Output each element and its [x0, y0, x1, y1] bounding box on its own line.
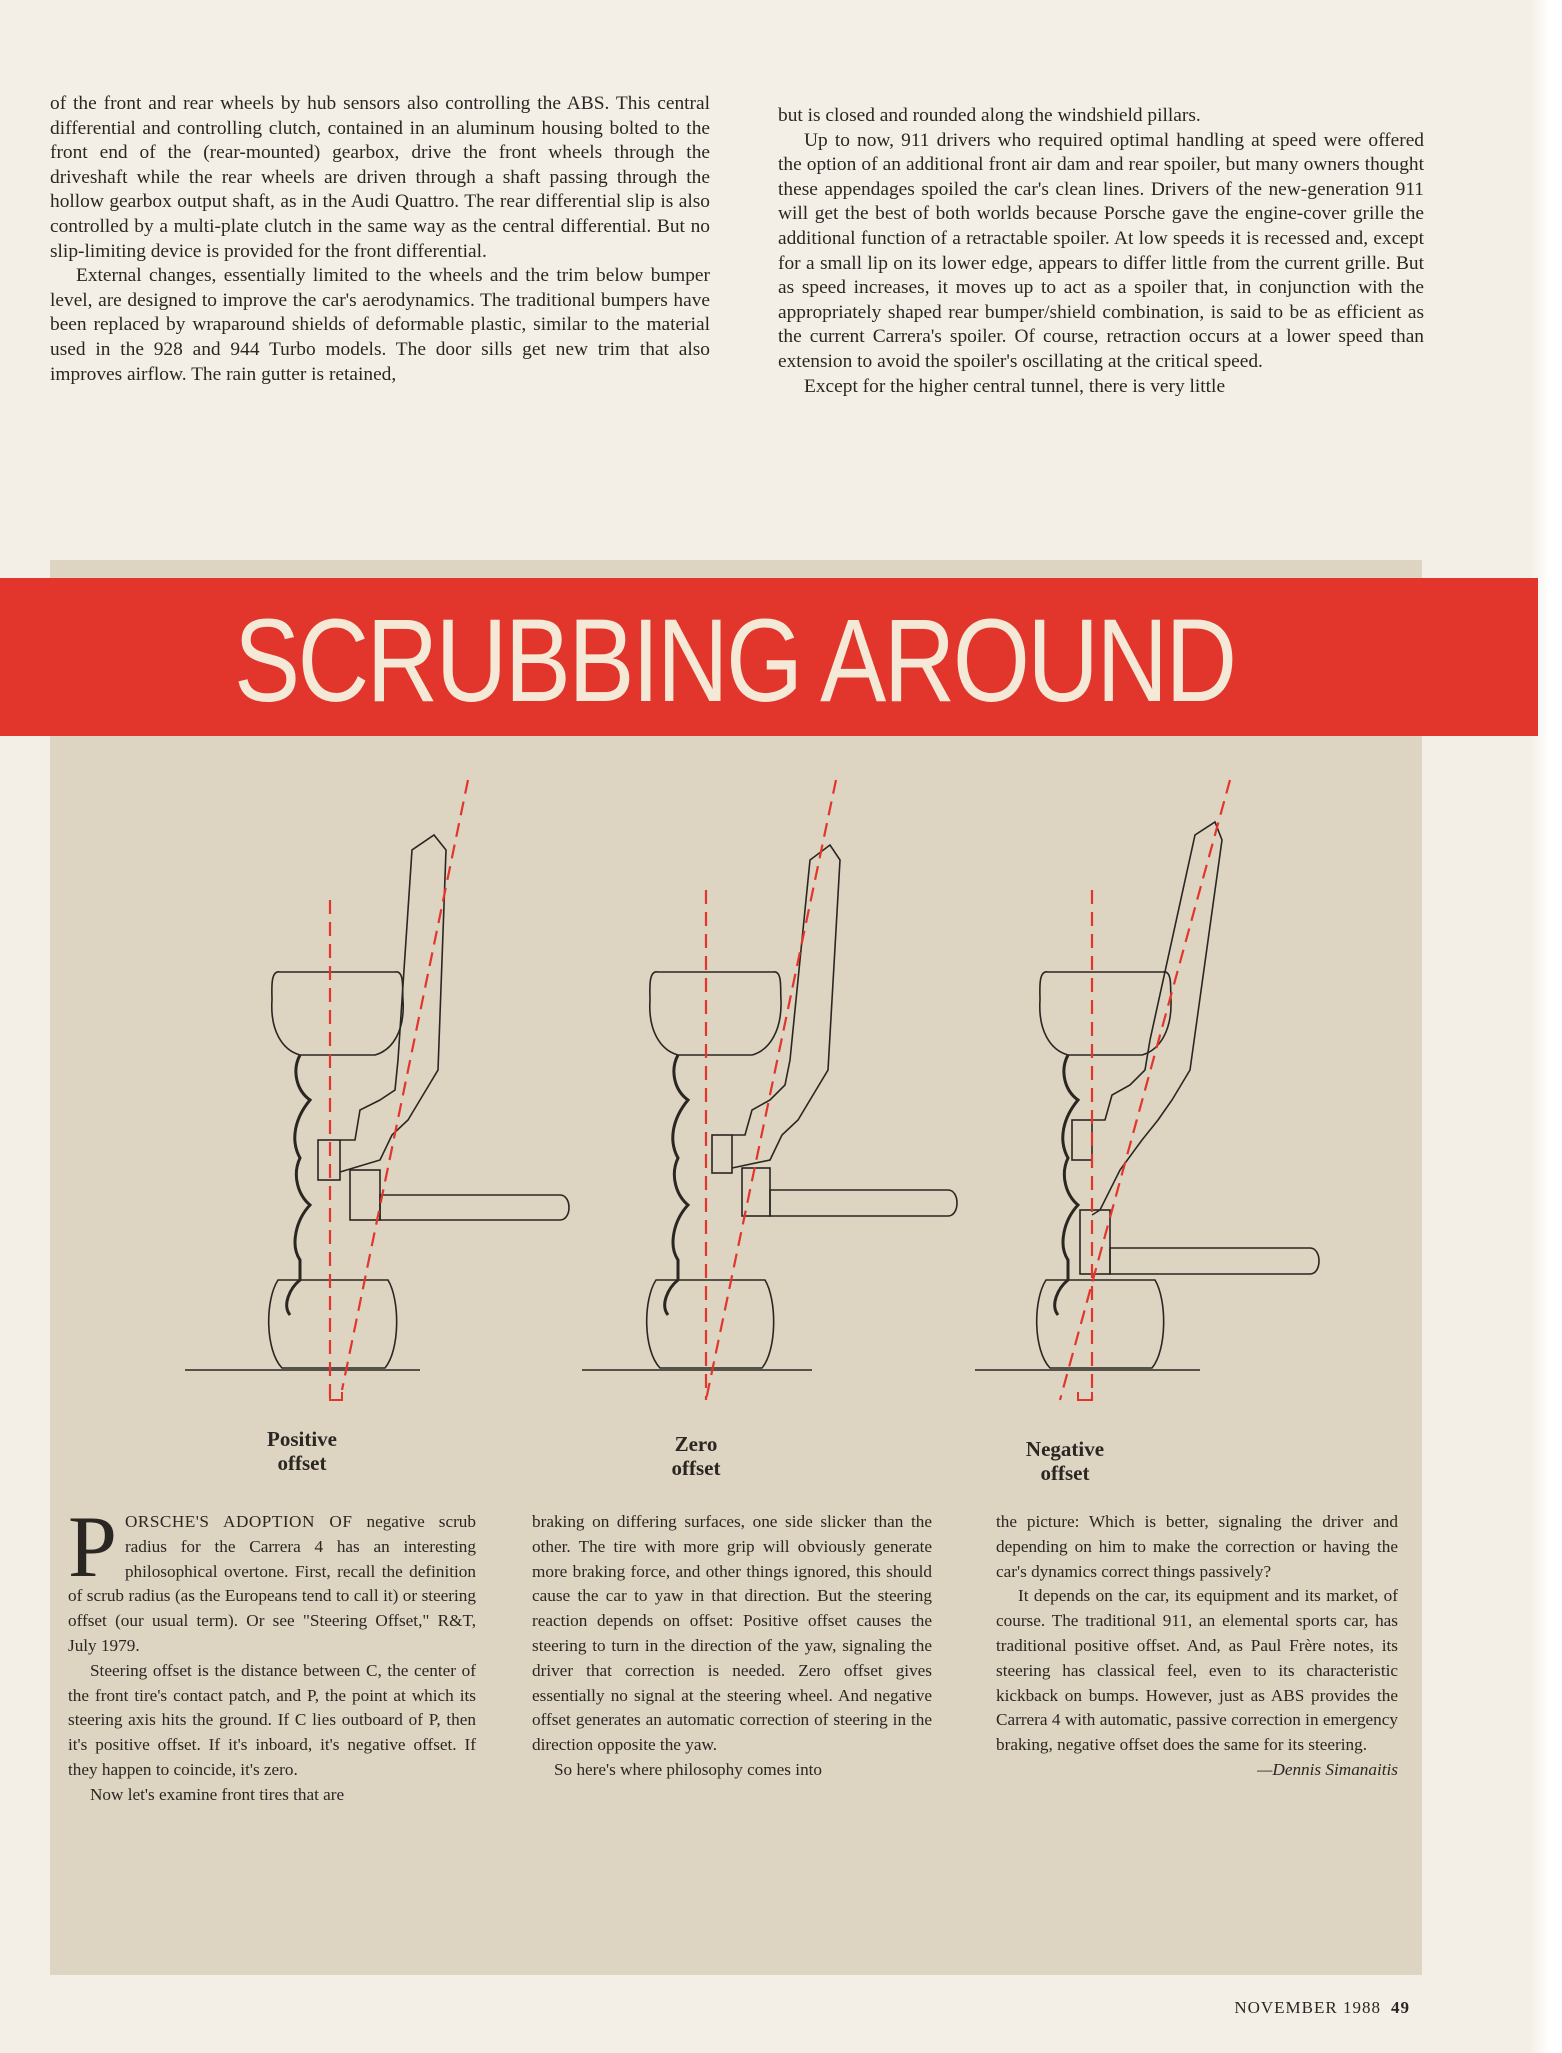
- article-column-right: [778, 104, 1424, 399]
- lead-smallcaps: ORSCHE'S ADOPTION OF: [124, 1512, 353, 1531]
- sidebar-paragraph: the picture: Which is better, signaling the driver and depending on him to make the correction or having the car's dynamics correct things passively?: [996, 1512, 1398, 1581]
- article-paragraph: Up to now, 911 drivers who required optimal handling at speed were offered the option of an additional front air dam and rear spoiler, but many owners thought these appendages spoiled the car's clean lines. Drivers of the new-generation 911 will get the best of both worlds because Porsche gave the engine-cover grille the additional function of a retractable spoiler. At low speeds it is recessed and, except for a small lip on its lower edge, appears to differ little from the current grille. But as speed increases, it moves up to act as a spoiler that, in conjunction with the appropriately shaped rear bumper/shield combination, is said to be as efficient as the current Carrera's spoiler. Of course, retraction occurs at a lower speed than extension to avoid the spoiler's oscillating at the critical speed.: [778, 129, 1424, 372]
- offset-marker: [1078, 1392, 1092, 1400]
- article-paragraph: External changes, essentially limited to the wheels and the trim below bumper level, are designed to improve the car's aerodynamics. The traditional bumpers have been replaced by wraparound shields of deformable plastic, similar to the material used in the 928 and 944 Turbo models. The door sills get new trim that also improves airflow. The rain gutter is retained,: [50, 265, 710, 385]
- negative-offset-wheel: [1037, 822, 1319, 1368]
- issue-date: NOVEMBER 1988: [1234, 1998, 1381, 2017]
- sidebar-paragraph: So here's where philosophy comes into: [554, 1759, 823, 1779]
- article-paragraph: Except for the higher central tunnel, there is very little: [804, 375, 1226, 397]
- steering-axis-line: [1060, 780, 1230, 1400]
- caption-line: Zero: [674, 1432, 718, 1456]
- author-signature: —Dennis Simanaitis: [1257, 1759, 1398, 1779]
- page-number: 49: [1391, 1998, 1410, 2017]
- sidebar-paragraph: braking on differing surfaces, one side slicker than the other. The tire with more grip will obviously generate more braking force, and other things ignored, this should cause the car to yaw in that direction. But the steering reaction depends on offset: Positive offset causes the steering to turn in the direction of the yaw, signaling the driver that correction is needed. Zero offset gives essentially no signal at the steering wheel. And negative offset generates an automatic correction of steering in the direction opposite the yaw.: [532, 1512, 932, 1755]
- article-column-left: [50, 92, 710, 387]
- caption-line: offset: [277, 1451, 327, 1475]
- steering-axis-line: [342, 780, 468, 1390]
- sidebar-column-2: [532, 1510, 932, 1783]
- article-paragraph: but is closed and rounded along the windshield pillars.: [778, 105, 1201, 126]
- caption-line: Negative: [1025, 1437, 1105, 1461]
- sidebar-column-3: [996, 1510, 1398, 1783]
- caption-zero-offset: [616, 1432, 776, 1480]
- drop-cap: P: [68, 1499, 117, 1596]
- sidebar-headline: SCRUBBING AROUND: [234, 595, 1235, 727]
- sidebar-column-1: [68, 1499, 476, 1808]
- page-footer: [1234, 1998, 1410, 2018]
- caption-line: Positive: [267, 1427, 337, 1451]
- offset-marker: [330, 1392, 342, 1400]
- sidebar-paragraph: It depends on the car, its equipment and its market, of course. The traditional 911, an elemental sports car, has traditional positive offset. And, as Paul Frère notes, its steering has classical feel, even to its characteristic kickback on bumps. However, just as ABS provides the Carrera 4 with automatic, passive correction in emergency braking, negative offset does the same for its steering.: [996, 1586, 1398, 1755]
- caption-line: offset: [671, 1456, 721, 1480]
- caption-line: offset: [1040, 1461, 1090, 1485]
- lead-text: negative scrub radius for the Carrera 4 has an interesting philosophical overtone. First, recall the definition of scrub radius (as the Europeans tend to call it) or steering offset (our usual term). Or see "Steering Offset," R&T, July 1979.: [68, 1512, 476, 1655]
- caption-positive-offset: [222, 1427, 382, 1475]
- steering-offset-diagram: [0, 740, 1562, 1440]
- article-paragraph: of the front and rear wheels by hub sensors also controlling the ABS. This central differential and controlling clutch, contained in an aluminum housing bolted to the front end of the (rear-mounted) gearbox, drive the front wheels through the driveshaft while the rear wheels are driven through a shaft passing through the hollow gearbox output shaft, as in the Audi Quattro. The rear differential slip is also controlled by a multi-plate clutch in the same way as the central differential. But no slip-limiting device is provided for the front differential.: [50, 93, 710, 262]
- zero-offset-wheel: [647, 845, 957, 1368]
- positive-offset-wheel: [269, 835, 569, 1368]
- sidebar-paragraph: Now let's examine front tires that are: [90, 1784, 345, 1804]
- sidebar-paragraph: Steering offset is the distance between C, the center of the front tire's contact patch, and P, the point at which its steering axis hits the ground. If C lies outboard of P, then it's positive offset. If it's inboard, it's negative offset. If they happen to coincide, it's zero.: [68, 1660, 476, 1779]
- caption-negative-offset: [985, 1437, 1145, 1485]
- sidebar-lead-paragraph: [68, 1499, 476, 1659]
